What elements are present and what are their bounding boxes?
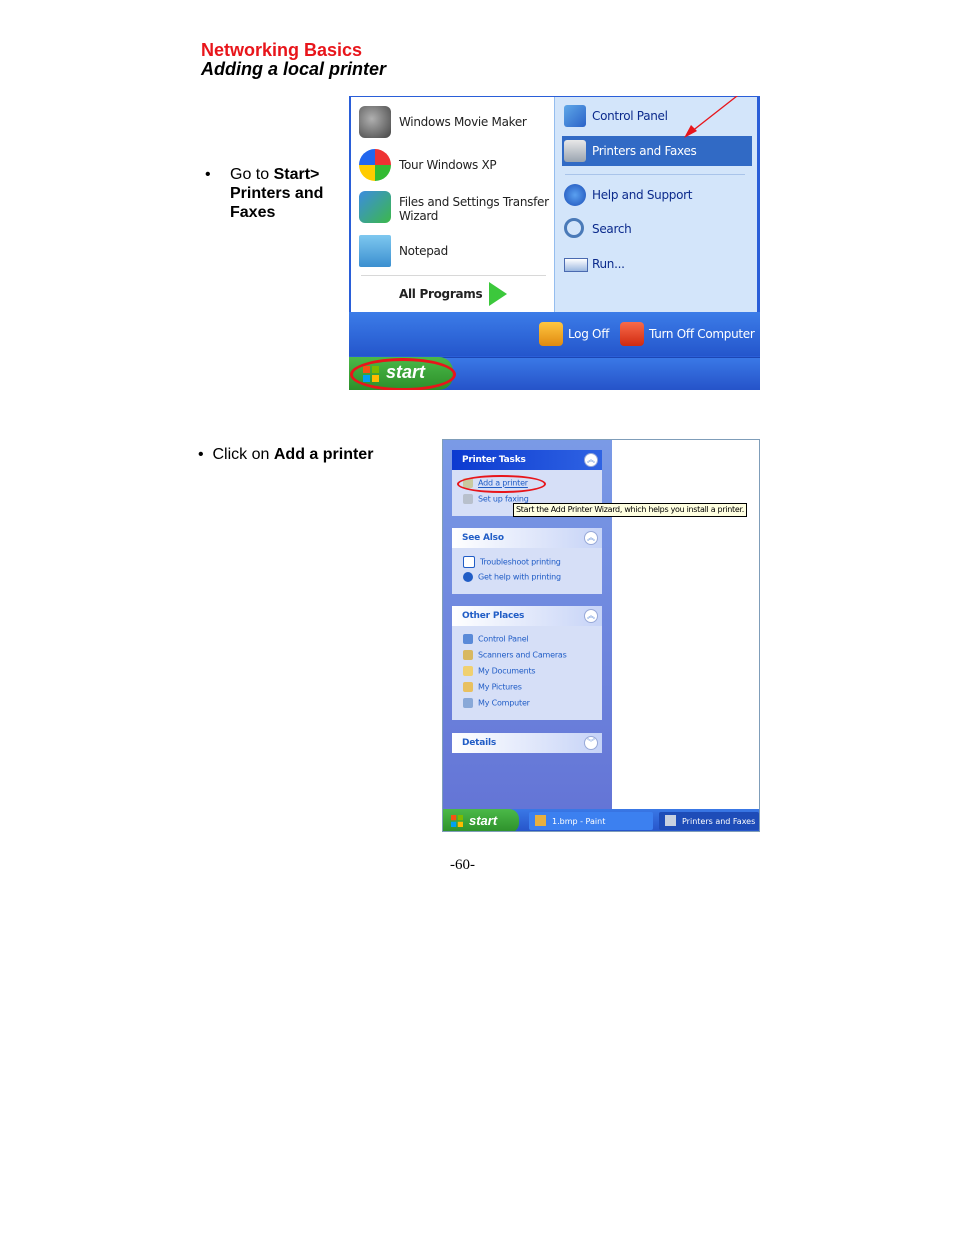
- menu-separator: [361, 275, 546, 276]
- movie-maker-icon: [359, 106, 391, 138]
- start-button[interactable]: [443, 809, 519, 832]
- get-help-link[interactable]: [463, 572, 561, 582]
- start-menu-screenshot: [349, 96, 760, 390]
- log-off-label: Log Off: [568, 327, 610, 341]
- details-header[interactable]: [452, 733, 602, 753]
- panel-title: Details: [462, 738, 497, 748]
- taskbar-button-label: Printers and Faxes: [682, 817, 756, 826]
- help-icon: [564, 184, 586, 206]
- all-programs-button[interactable]: All Programs: [399, 287, 483, 301]
- link-label: Add a printer: [478, 478, 528, 488]
- annotation-arrow: [679, 96, 760, 142]
- menu-item-label: Control Panel: [592, 109, 668, 123]
- start-menu-left-column: [351, 97, 554, 312]
- step-2-prefix: Click on: [212, 446, 274, 463]
- other-places-panel: [452, 606, 602, 720]
- taskbar-button-printers[interactable]: [659, 812, 759, 830]
- details-panel: [452, 733, 602, 753]
- menu-item-search[interactable]: [562, 214, 752, 244]
- computer-icon: [463, 698, 473, 708]
- scanners-cameras-link[interactable]: [463, 650, 567, 660]
- printer-icon: [665, 815, 676, 826]
- expand-icon[interactable]: ︾: [584, 736, 598, 750]
- menu-item-label: Windows Movie Maker: [399, 115, 527, 129]
- see-also-header[interactable]: [452, 528, 602, 548]
- my-pictures-link[interactable]: [463, 682, 522, 692]
- arrow-right-icon: [489, 282, 507, 306]
- control-panel-icon: [564, 105, 586, 127]
- annotation-circle: [350, 358, 456, 390]
- link-label: Control Panel: [478, 634, 529, 644]
- start-label: start: [386, 362, 426, 382]
- section-heading: Networking Basics: [201, 40, 363, 60]
- panel-title: See Also: [462, 533, 504, 543]
- my-documents-link[interactable]: [463, 666, 535, 676]
- bullet-marker: •: [198, 446, 204, 463]
- link-label: My Documents: [478, 666, 536, 676]
- turn-off-label: Turn Off Computer: [649, 327, 755, 341]
- panel-title: Other Places: [462, 611, 525, 621]
- link-label: My Computer: [478, 698, 530, 708]
- menu-item-help-support[interactable]: [562, 180, 752, 210]
- troubleshoot-link[interactable]: [463, 556, 561, 568]
- taskbar-button-label: 1.bmp - Paint: [552, 817, 606, 826]
- page-number: -60-: [450, 857, 475, 873]
- start-label: start: [469, 813, 498, 828]
- scanner-icon: [463, 650, 473, 660]
- page-subtitle: Adding a local printer: [201, 59, 387, 79]
- menu-separator: [565, 174, 745, 175]
- link-label: My Pictures: [478, 682, 522, 692]
- collapse-icon[interactable]: ︽: [584, 609, 598, 623]
- link-label: Set up faxing: [478, 494, 529, 504]
- windows-logo-icon: [451, 815, 463, 827]
- my-computer-link[interactable]: [463, 698, 530, 708]
- annotation-circle: [457, 475, 546, 493]
- notepad-icon: [359, 235, 391, 267]
- printer-icon: [564, 140, 586, 162]
- menu-item-label: Search: [592, 222, 632, 236]
- fax-icon: [463, 494, 473, 504]
- menu-item-label: Run...: [592, 257, 625, 271]
- taskbar-button-paint[interactable]: [529, 812, 653, 830]
- menu-item-label: Printers and Faxes: [592, 144, 697, 158]
- folder-icon: [463, 666, 473, 676]
- collapse-icon[interactable]: ︽: [584, 531, 598, 545]
- control-panel-icon: [463, 634, 473, 644]
- pictures-folder-icon: [463, 682, 473, 692]
- bullet-marker: •: [205, 166, 211, 183]
- transfer-wizard-icon: [359, 191, 391, 223]
- control-panel-link[interactable]: [463, 634, 528, 644]
- menu-item-run[interactable]: [562, 249, 752, 279]
- run-icon: [564, 258, 588, 272]
- tour-xp-icon: [359, 149, 391, 181]
- step-1-bold: Start> Printers and Faxes: [230, 166, 324, 221]
- menu-item-label: Notepad: [399, 244, 448, 258]
- step-2-bold: Add a printer: [273, 446, 374, 463]
- printer-tasks-header[interactable]: [452, 450, 602, 470]
- collapse-icon[interactable]: ︽: [584, 453, 598, 467]
- menu-item-label: Help and Support: [592, 188, 693, 202]
- help-icon: [463, 572, 473, 582]
- panel-title: Printer Tasks: [462, 455, 526, 465]
- see-also-panel: [452, 528, 602, 594]
- printers-window-screenshot: [442, 439, 760, 832]
- key-icon: [539, 322, 563, 346]
- link-label: Scanners and Cameras: [478, 650, 567, 660]
- add-printer-tooltip: Start the Add Printer Wizard, which helps you install a printer.: [513, 503, 747, 517]
- menu-item-label: Files and Settings Transfer Wizard: [399, 195, 549, 223]
- power-icon: [620, 322, 644, 346]
- task-pane: [443, 440, 612, 809]
- other-places-header[interactable]: [452, 606, 602, 626]
- paint-icon: [535, 815, 546, 826]
- help-topic-icon: [463, 556, 475, 568]
- link-label: Get help with printing: [478, 572, 561, 582]
- step-1-prefix: Go to: [230, 166, 274, 183]
- link-label: Troubleshoot printing: [480, 557, 561, 567]
- search-icon: [564, 218, 584, 238]
- menu-item-label: Tour Windows XP: [399, 158, 497, 172]
- step-2-instruction: [198, 446, 373, 464]
- start-menu-footer: [349, 312, 760, 356]
